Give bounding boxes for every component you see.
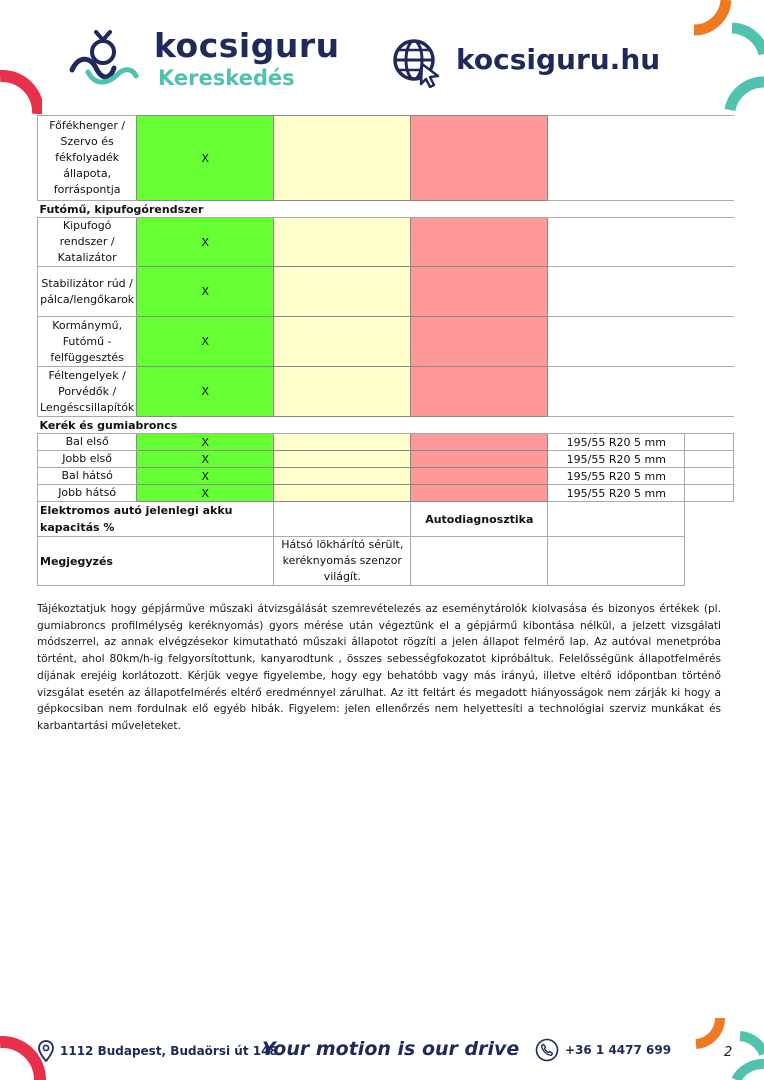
status-ok-cell: X xyxy=(137,451,274,468)
status-ok-cell: X xyxy=(137,218,274,267)
status-warning-cell xyxy=(274,267,411,317)
empty-cell xyxy=(548,537,685,586)
status-ok-cell: X xyxy=(137,485,274,502)
corner-decoration-top-left xyxy=(0,60,42,120)
disclaimer-text: Tájékoztatjuk hogy gépjárműve műszaki átvizsgálását szemrevételezés az eseménytárolók kiolvasása és bizonyos értékek (pl. gumiabroncs profilmélység keréknyomás) gyors mérése után végeztünk el a gépjármű kibontása nélkül, a jelzett vizsgálati módszerrel, az annak elvégzésekor kimutatható műszaki állapotot rögzíti a jelen állapot felmérő lap. Az autóval menetpróba történt, ahol 80km/h-ig felgyorsítottunk, kanyarodtunk , összes sebességfokozatot kipróbáltuk. Felelősségünk állapotfelmérés díjának erejéig korlátozott. Kérjük vegye figyelembe, hogy egy behatóbb vagy más irányú, illetve eltérő időpontban történő vizsgálat esetén az állapotfelmérés eltérő eredménnyel zárulhat. Az itt feltárt és megadott hiányosságok nem zárják ki hogy a gépkocsiban nem fordulnak elő egyéb hibák. Figyelem: jelen ellenőrzés nem helyettesíti a technológiai szerviz munkákat és karbantartási műveleteket. xyxy=(37,603,721,732)
row-label: Jobb első xyxy=(38,451,137,468)
note-text: Hátsó lökhárító sérült, keréknyomás szenzor világít. xyxy=(274,537,411,586)
status-ok-cell: X xyxy=(137,434,274,451)
status-warning-cell xyxy=(274,451,411,468)
website-name: kocsiguru.hu xyxy=(456,43,661,76)
inspection-table xyxy=(37,115,734,586)
ev-battery-label: Elektromos autó jelenlegi akku kapacitás % xyxy=(38,502,274,537)
note-label: Megjegyzés xyxy=(38,537,274,586)
section-row xyxy=(38,201,734,218)
status-ok-cell: X xyxy=(137,267,274,317)
note-row xyxy=(38,537,734,586)
cat-logo-icon xyxy=(66,26,140,92)
tyre-row xyxy=(38,485,734,502)
table-row xyxy=(38,218,734,267)
empty-cell xyxy=(685,468,734,485)
footer xyxy=(0,1030,764,1070)
brand-logo xyxy=(66,24,340,96)
status-warning-cell xyxy=(274,434,411,451)
ev-battery-row xyxy=(38,502,734,537)
status-bad-cell xyxy=(411,218,548,267)
footer-slogan: Your motion is our drive xyxy=(262,1038,520,1060)
row-label: Jobb hátsó xyxy=(38,485,137,502)
status-bad-cell xyxy=(411,451,548,468)
footer-address: 1112 Budapest, Budaörsi út 148. xyxy=(60,1044,283,1058)
table-row xyxy=(38,116,734,201)
tyre-row xyxy=(38,451,734,468)
footer-phone: +36 1 4477 699 xyxy=(565,1043,672,1057)
tyre-row xyxy=(38,434,734,451)
table-row xyxy=(38,267,734,317)
table-row xyxy=(38,367,734,417)
status-ok-cell: X xyxy=(137,116,274,201)
corner-decoration-top-right xyxy=(684,0,764,112)
tyre-row xyxy=(38,468,734,485)
empty-cell xyxy=(548,317,734,367)
tyre-size-cell: 195/55 R20 5 mm xyxy=(548,468,685,485)
section-row xyxy=(38,417,734,434)
tyre-size-cell: 195/55 R20 5 mm xyxy=(548,485,685,502)
website-logo xyxy=(392,36,682,88)
brand-name: kocsiguru xyxy=(154,26,340,65)
table-row xyxy=(38,317,734,367)
page-number: 2 xyxy=(724,1045,733,1060)
empty-cell xyxy=(685,485,734,502)
status-bad-cell xyxy=(411,468,548,485)
status-bad-cell xyxy=(411,317,548,367)
status-bad-cell xyxy=(411,434,548,451)
status-warning-cell xyxy=(274,468,411,485)
empty-cell xyxy=(548,116,734,201)
row-label: Kormánymű, Futómű - felfüggesztés xyxy=(38,317,137,367)
status-warning-cell xyxy=(274,367,411,417)
empty-cell xyxy=(685,434,734,451)
empty-cell xyxy=(411,537,548,586)
tyre-size-cell: 195/55 R20 5 mm xyxy=(548,434,685,451)
status-warning-cell xyxy=(274,485,411,502)
status-ok-cell: X xyxy=(137,317,274,367)
phone-icon xyxy=(535,1038,559,1062)
location-pin-icon xyxy=(38,1040,54,1062)
status-bad-cell xyxy=(411,367,548,417)
status-bad-cell xyxy=(411,116,548,201)
section-heading-chassis: Futómű, kipufogórendszer xyxy=(38,201,685,218)
status-bad-cell xyxy=(411,485,548,502)
section-heading-tyres: Kerék és gumiabroncs xyxy=(38,417,685,434)
brand-subtitle: Kereskedés xyxy=(158,66,295,90)
status-warning-cell xyxy=(274,218,411,267)
tyre-size-cell: 195/55 R20 5 mm xyxy=(548,451,685,468)
row-label: Féltengelyek / Porvédők / Lengéscsillapítók xyxy=(38,367,137,417)
globe-cursor-icon xyxy=(392,36,444,88)
row-label: Bal hátsó xyxy=(38,468,137,485)
ev-battery-value xyxy=(274,502,411,537)
row-label: Bal első xyxy=(38,434,137,451)
row-label: Stabilizátor rúd / pálca/lengőkarok xyxy=(38,267,137,317)
status-bad-cell xyxy=(411,267,548,317)
status-ok-cell: X xyxy=(137,468,274,485)
row-label: Főfékhenger / Szervo és fékfolyadék állapota, forráspontja xyxy=(38,116,137,201)
autodiag-label: Autodiagnosztika xyxy=(411,502,548,537)
status-warning-cell xyxy=(274,116,411,201)
empty-cell xyxy=(548,267,734,317)
empty-cell xyxy=(548,367,734,417)
row-label: Kipufogó rendszer / Katalizátor xyxy=(38,218,137,267)
autodiag-value xyxy=(548,502,685,537)
empty-cell xyxy=(548,218,734,267)
empty-cell xyxy=(685,451,734,468)
status-ok-cell: X xyxy=(137,367,274,417)
status-warning-cell xyxy=(274,317,411,367)
